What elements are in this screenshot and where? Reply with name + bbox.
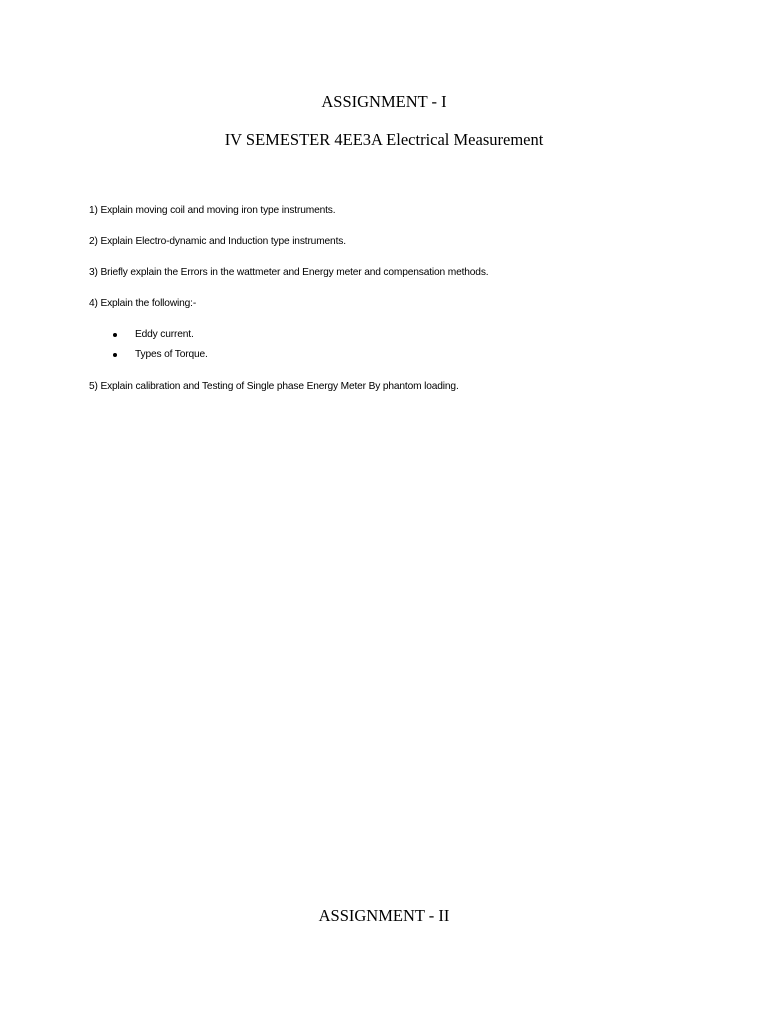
list-item-text: Eddy current. xyxy=(135,329,194,340)
question-5: 5) Explain calibration and Testing of Single phase Energy Meter By phantom loading. xyxy=(89,381,459,392)
bullet-icon xyxy=(113,353,117,357)
assignment-2-title: ASSIGNMENT - II xyxy=(318,906,450,925)
question-1: 1) Explain moving coil and moving iron type instruments. xyxy=(89,205,336,216)
list-item-text: Types of Torque. xyxy=(135,349,208,360)
course-subtitle: IV SEMESTER 4EE3A Electrical Measurement xyxy=(224,130,544,149)
question-3: 3) Briefly explain the Errors in the wattmeter and Energy meter and compensation methods. xyxy=(89,267,489,278)
question-2: 2) Explain Electro-dynamic and Induction type instruments. xyxy=(89,236,346,247)
bullet-icon xyxy=(113,333,117,337)
question-4: 4) Explain the following:- xyxy=(89,298,197,309)
assignment-title: ASSIGNMENT - I xyxy=(321,92,447,111)
